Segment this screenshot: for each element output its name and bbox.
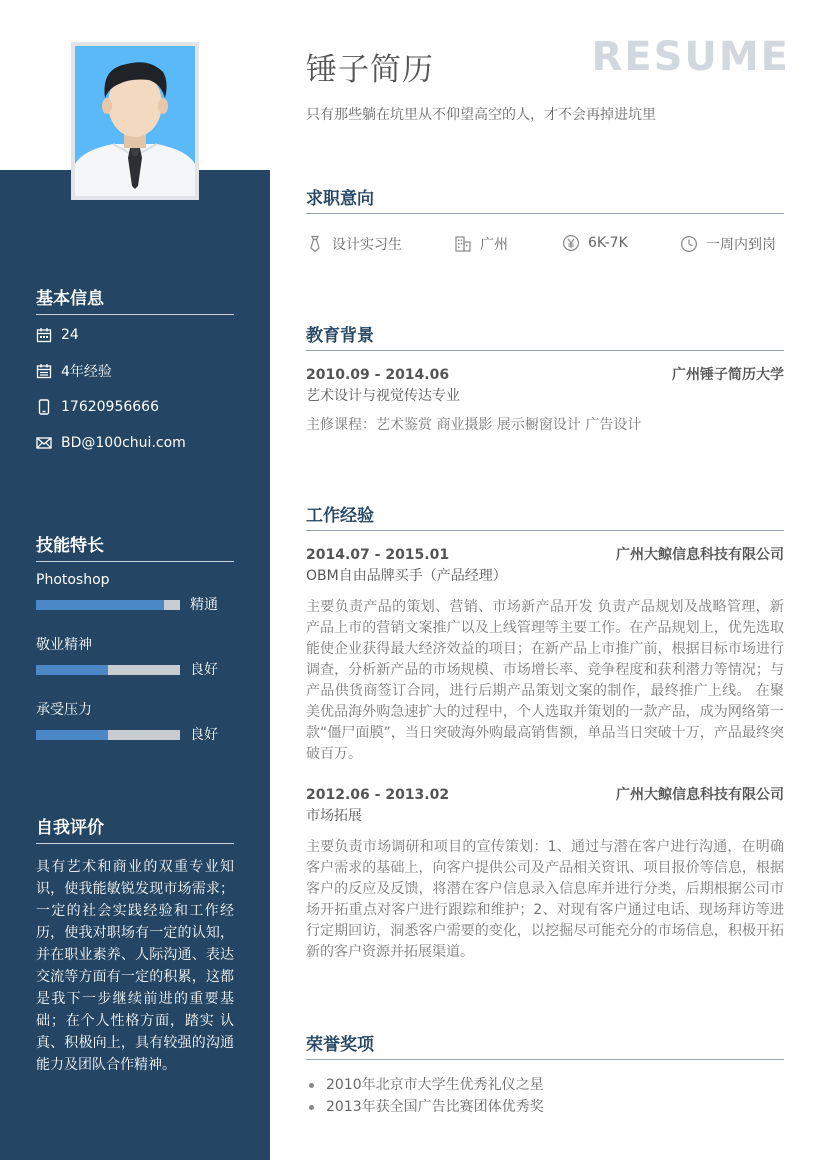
intent-salary [562, 234, 628, 252]
work-desc: 主要负责产品的策划、营销、市场新产品开发 负责产品规划及战略管理，新产品上市的营销文案推广以及上线管理等主要工作。在产品规划上，优先选取能使企业获得最大经济效益的项目；在新产品上市推广前，根据目标市场进行调查，分析新产品的市场规模、市场增长率、竞争程度和获利潜力等情况；与产品供货商签订合同，进行后期产品策划文案的制作，最终推广上线。 在聚美优品海外购急速扩大的过程中，个人选取并策划的一款产品，成为网络第一款“僵尸面膜”，当日突破海外购最高销售额，单品当日突破十万，产品最终突破百万。 [306, 599, 784, 762]
job-intent-section [306, 188, 784, 266]
job-intent-title: 求职意向 [306, 188, 784, 214]
education-school: 广州锤子简历大学 [672, 367, 784, 383]
work-entry-head [306, 785, 784, 805]
education-head [306, 365, 784, 385]
skill-name: 敬业精神 [36, 637, 92, 653]
skill-bar [36, 665, 180, 675]
mail-icon [36, 435, 52, 451]
intent-salary-text: 6K-7K [588, 235, 628, 251]
age-row [36, 325, 79, 345]
honors-list [306, 1074, 784, 1118]
education-period: 2010.09 - 2014.06 [306, 367, 450, 383]
honor-item: 2010年北京市大学生优秀礼仪之星 [306, 1074, 784, 1096]
phone-row [36, 397, 159, 417]
avatar [71, 42, 199, 200]
age-text: 24 [61, 327, 79, 343]
education-title: 教育背景 [306, 325, 784, 351]
intent-availability [680, 234, 776, 254]
work-period: 2014.07 - 2015.01 [306, 547, 450, 563]
education-major: 艺术设计与视觉传达专业 [306, 388, 460, 404]
self-eval-title: 自我评价 [36, 817, 234, 844]
calendar-icon [36, 327, 52, 343]
work-company: 广州大鲸信息科技有限公司 [616, 787, 784, 803]
skill-name: Photoshop [36, 572, 110, 588]
resume-watermark: RESUME [591, 34, 790, 80]
honors-section [306, 1034, 784, 1118]
skill-bar [36, 600, 180, 610]
email-row [36, 433, 186, 453]
email-text: BD@100chui.com [61, 435, 186, 451]
honors-title: 荣誉奖项 [306, 1034, 784, 1060]
skill-bar-fill [36, 730, 108, 740]
page-title: 锤子简历 [306, 52, 434, 88]
work-role: 市场拓展 [306, 808, 362, 824]
work-entry-head [306, 545, 784, 565]
avatar-illustration [75, 46, 195, 196]
honor-item: 2013年获全国广告比赛团体优秀奖 [306, 1096, 784, 1118]
self-eval-section [36, 817, 234, 1076]
phone-text: 17620956666 [61, 399, 159, 415]
experience-row [36, 361, 112, 381]
skill-item [36, 570, 234, 613]
work-desc: 主要负责市场调研和项目的宣传策划：1、通过与潜在客户进行沟通，在明确客户需求的基础上，向客户提供公司及产品相关资讯、项目报价等信息，根据客户的反应及反馈，将潜在客户信息录入信息库并进行分类，后期根据公司市场开拓重点对客户进行跟踪和维护；2、对现有客户通过电话、现场拜访等进行定期回访，洞悉客户需要的变化，以挖掘尽可能充分的市场信息，积极开拓新的客户资源并拓展渠道。 [306, 839, 784, 960]
education-courses: 主修课程：艺术鉴赏 商业摄影 展示橱窗设计 广告设计 [306, 417, 642, 433]
self-eval-text: 具有艺术和商业的双重专业知识，使我能敏锐发现市场需求；一定的社会实践经验和工作经历，使我对职场有一定的认知，并在职业素养、人际沟通、表达交流等方面有一定的积累，这都是我下一步继续前进的重要基础；在个人性格方面，踏实 认真、积极向上，具有较强的沟通能力及团队合作精神。 [36, 859, 234, 1073]
job-intent-row [306, 226, 784, 266]
work-period: 2012.06 - 2013.02 [306, 787, 450, 803]
skills-list [36, 570, 234, 750]
intent-availability-text: 一周内到岗 [706, 237, 776, 253]
skill-level: 良好 [190, 727, 218, 743]
page-subtitle: 只有那些躺在坑里从不仰望高空的人，才不会再掉进坑里 [306, 107, 656, 123]
skill-bar [36, 730, 180, 740]
education-section [306, 325, 784, 436]
skill-level: 精通 [190, 597, 218, 613]
skill-name: 承受压力 [36, 702, 92, 718]
calendar-clock-icon [36, 363, 52, 379]
basic-info-title: 基本信息 [36, 288, 234, 315]
work-company: 广州大鲸信息科技有限公司 [616, 547, 784, 563]
skills-title: 技能特长 [36, 535, 234, 562]
clock-icon [680, 235, 698, 253]
work-role: OBM自由品牌买手（产品经理） [306, 568, 507, 584]
intent-position-text: 设计实习生 [332, 237, 402, 253]
intent-city-text: 广州 [480, 237, 508, 253]
work-title: 工作经验 [306, 505, 784, 531]
building-icon [454, 235, 472, 253]
tie-icon [306, 235, 324, 253]
phone-icon [36, 399, 52, 415]
experience-text: 4年经验 [61, 364, 112, 380]
intent-position [306, 234, 402, 254]
yen-icon [562, 234, 580, 252]
basic-info-section [36, 288, 234, 315]
skill-bar-fill [36, 600, 164, 610]
skills-section [36, 535, 234, 562]
skill-item [36, 635, 234, 678]
work-section [306, 505, 784, 963]
skill-item [36, 700, 234, 743]
skill-level: 良好 [190, 662, 218, 678]
skill-bar-fill [36, 665, 108, 675]
basic-info-list [36, 324, 234, 464]
intent-city [454, 234, 508, 254]
